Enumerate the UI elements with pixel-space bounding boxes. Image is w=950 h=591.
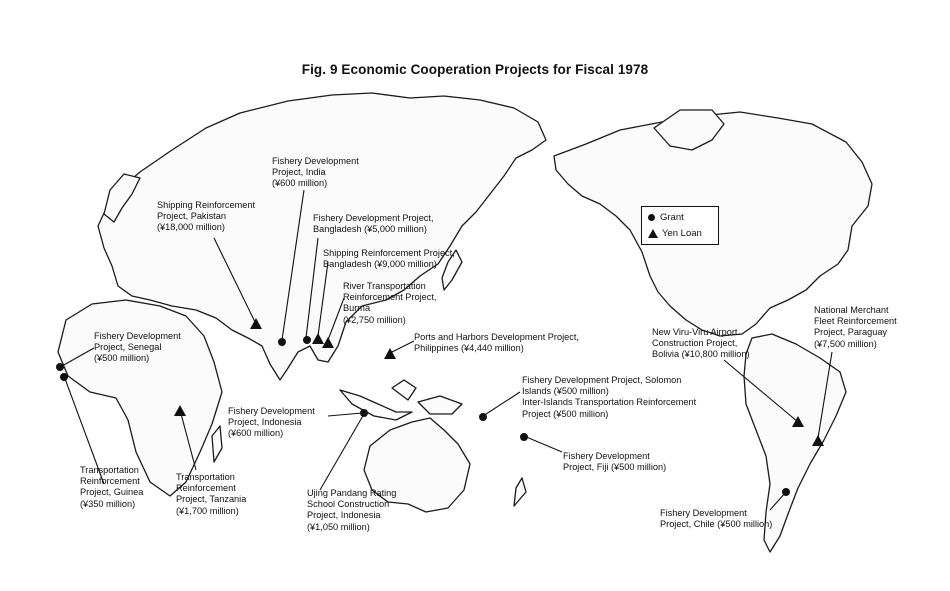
legend-yen-loan [648, 228, 702, 239]
label-indonesia-fishery [228, 406, 315, 440]
leader-fiji [524, 436, 562, 452]
marker-india [278, 338, 286, 346]
legend-yen-loan-label: Yen Loan [662, 228, 702, 239]
label-line: New Viru-Viru Airport [652, 327, 738, 337]
label-line: Philippines (¥4,440 million) [414, 343, 524, 354]
page-title: Fig. 9 Economic Cooperation Projects for Fiscal 1978 [301, 62, 649, 77]
label-line: Fishery Development Project, Solomon [522, 375, 682, 385]
label-line: (¥18,000 million) [157, 222, 225, 233]
label-burma [343, 281, 436, 326]
label-line: National Merchant [814, 305, 889, 315]
label-solomon [522, 375, 696, 420]
label-line: Transportation [80, 465, 139, 475]
label-indonesia-school [307, 488, 396, 533]
label-line: (¥500 million) [94, 353, 150, 364]
label-line: Project, Chile (¥500 million) [660, 519, 773, 530]
label-line: Project, Paraguay [814, 327, 888, 338]
label-line: Fishery Development [660, 508, 747, 518]
label-line: Fishery Development [94, 331, 181, 341]
label-bangladesh-fishery [313, 213, 434, 235]
label-chile [660, 508, 772, 530]
label-pakistan [157, 200, 255, 234]
marker-solomon [479, 413, 487, 421]
leader-indonesia-school [320, 414, 364, 490]
label-line: (¥600 million) [228, 428, 284, 439]
leader-philippines [392, 341, 414, 352]
label-line: Fishery Development Project, [313, 213, 434, 223]
label-line: Project (¥500 million) [522, 408, 609, 419]
leader-indonesia-fishery [328, 413, 362, 416]
label-line: River Transportation [343, 281, 426, 291]
label-line: Project, Pakistan [157, 211, 226, 222]
label-fiji [563, 451, 666, 473]
label-line: Reinforcement Project, [343, 292, 437, 303]
label-line: Project, Guinea [80, 487, 144, 498]
label-india [272, 156, 359, 190]
label-line: Shipping Reinforcement Project, [323, 248, 455, 258]
marker-philippines [384, 348, 396, 359]
label-bangladesh-shipping [323, 248, 455, 270]
landmass-madagascar [212, 426, 222, 462]
landmass-new-zealand [514, 478, 526, 506]
marker-indonesia [360, 409, 368, 417]
legend-grant [648, 212, 684, 223]
label-line: Reinforcement [80, 476, 140, 487]
leader-solomon [483, 392, 520, 416]
marker-chile [782, 488, 790, 496]
label-line: (¥7,500 million) [814, 338, 877, 349]
label-line: Burma [343, 303, 371, 314]
label-line: Project, Tanzania [176, 494, 247, 505]
label-line: (¥2,750 million) [343, 314, 406, 325]
label-line: Reinforcement [176, 483, 236, 494]
legend-grant-label: Grant [660, 212, 684, 223]
label-line: Inter-Islands Transportation Reinforcement [522, 397, 697, 408]
label-line: Bangladesh (¥9,000 million) [323, 259, 437, 270]
label-paraguay [814, 305, 897, 350]
label-tanzania [176, 472, 246, 517]
label-line: Project, Indonesia [307, 510, 381, 521]
label-line: (¥350 million) [80, 498, 136, 509]
label-line: Fishery Development [272, 156, 359, 166]
label-line: Ujing Pandang Rating [307, 488, 397, 498]
label-line: Bangladesh (¥5,000 million) [313, 224, 427, 235]
yen-loan-triangle-icon [648, 229, 658, 238]
label-line: (¥1,050 million) [307, 521, 370, 532]
label-line: Bolivia (¥10,800 million) [652, 349, 750, 360]
label-line: (¥1,700 million) [176, 505, 239, 516]
label-line: School Construction [307, 499, 390, 510]
legend [641, 206, 719, 245]
label-line: (¥600 million) [272, 178, 328, 189]
landmass-new-guinea [418, 396, 462, 414]
grant-dot-icon [648, 214, 655, 221]
label-line: Islands (¥500 million) [522, 386, 609, 397]
label-line: Ports and Harbors Development Project, [414, 332, 579, 342]
label-line: Transportation [176, 472, 235, 482]
label-line: Construction Project, [652, 338, 738, 349]
marker-senegal [56, 363, 64, 371]
label-line: Project, Senegal [94, 342, 162, 353]
label-line: Project, Indonesia [228, 417, 302, 428]
label-line: Fishery Development [563, 451, 650, 461]
label-line: Project, Fiji (¥500 million) [563, 462, 667, 473]
label-line: Shipping Reinforcement [157, 200, 256, 210]
label-line: Fleet Reinforcement [814, 316, 897, 327]
marker-guinea [60, 373, 68, 381]
label-guinea [80, 465, 143, 510]
label-bolivia [652, 327, 750, 361]
label-line: Project, India [272, 167, 326, 178]
label-senegal [94, 331, 181, 365]
label-philippines [414, 332, 579, 354]
label-line: Fishery Development [228, 406, 315, 416]
marker-bangladesh-fishery [303, 336, 311, 344]
marker-fiji [520, 433, 528, 441]
